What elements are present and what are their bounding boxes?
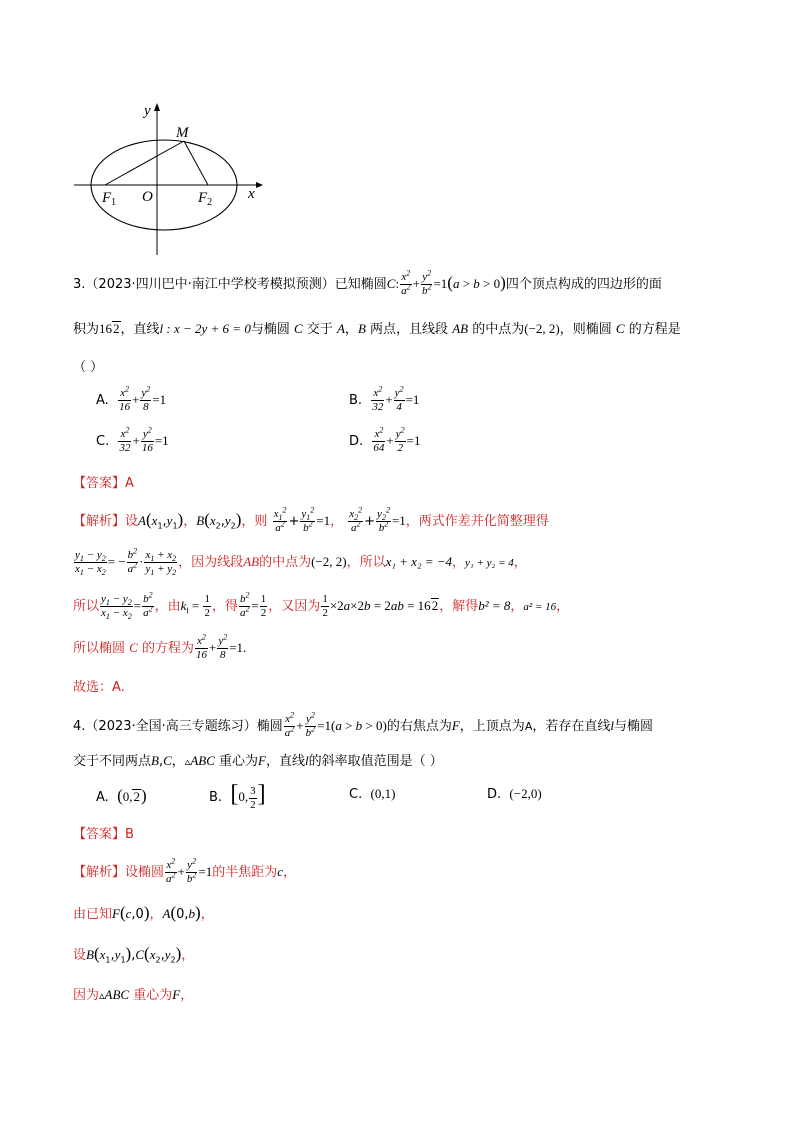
q4-analysis-line4: 因为▵ABC 重心为F，	[73, 987, 194, 1003]
label-f2: $F_2$	[198, 190, 213, 208]
label-x: x	[248, 186, 255, 202]
q4-option-d: D. (−2,0)	[487, 786, 542, 802]
q4-option-c: C. (0,1)	[349, 786, 396, 802]
q4-option-b: B. [0, $\frac{3}{2}$ ]	[209, 781, 266, 811]
q3-option-a: A. $\frac{x^2}{16}$ + $\frac{y^2}{8}$ =1	[96, 384, 167, 413]
q3-analysis-line4: 所以椭圆 C 的方程为 $\frac{x^2}{16}$ + $\frac{y^2}{8}$ =1.	[73, 632, 247, 661]
q3-line1: 3.（2023·四川巴中·南江中学校考模拟预测）已知椭圆C: $\frac{x^2}{a^2}$ + $\frac{y^2}{b^2}$ =1(a > b > 0)四个顶点构成的四边形的面	[73, 268, 662, 297]
q4-answer: 【答案】B	[73, 827, 134, 842]
q3-analysis-line1: 【解析】设$A(x_1,y_1)$，$B(x_2,y_2)$，则 $\frac{x_1^2}{a^2}$ + $\frac{y_1^2}{b^2}$ =1， $\frac{x_2^2}{a^2}$ + $\frac{y_2^2}{b^2}$ =1，两式作差并化简整理得	[73, 505, 549, 534]
label-m: M	[176, 125, 189, 141]
q4-line1: 4.（2023·全国·高三专题练习）椭圆 $\frac{x^2}{a^2}$ + $\frac{y^2}{b^2}$ =1(a > b > 0)的右焦点为F，上顶点为A，若存在直线l与椭圆	[73, 710, 653, 739]
q3-analysis-line2: $\frac{y_1 - y_2}{x_1 - x_2}$ = − $\frac{b^2}{a^2}$ · $\frac{x_1 + x_2}{y_1 + y_2}$ ，因为线段AB的中点为(−2, 2)，所以x₁ + x₂ = −4，y₁ + y₂ = 4，	[75, 546, 527, 578]
q3-select: 故选：A.	[73, 680, 125, 695]
y-axis-arrow	[154, 103, 160, 111]
q3-option-c: C. $\frac{x^2}{32}$ + $\frac{y^2}{16}$ =1	[96, 425, 169, 454]
ellipse-figure	[60, 95, 270, 260]
label-f1: $F_1$	[102, 190, 117, 208]
q3-option-d: D. $\frac{x^2}{64}$ + $\frac{y^2}{2}$ =1	[349, 425, 421, 454]
x-axis-arrow	[256, 182, 263, 188]
q4-line2: 交于不同两点B,C，▵ABC 重心为F，直线l的斜率取值范围是（ ）	[73, 753, 443, 769]
label-o: O	[142, 189, 153, 205]
segment-f1-m	[105, 141, 184, 185]
q3-line2: 积为162，直线l : x − 2y + 6 = 0与椭圆 C 交于 A，B 两点，且线段 AB 的中点为(−2, 2)，则椭圆 C 的方程是	[73, 321, 681, 337]
q3-analysis-line3: 所以 $\frac{y_1 - y_2}{x_1 - x_2}$ = $\frac{b^2}{a^2}$ ，由$k_l$ = $\frac{1}{2}$ ，得 $\frac{b^2}{a^2}$ = $\frac{1}{2}$ ，又因为 $\frac{1}{2}$ ×2a×2b = 2ab = 162，解得b² = 8，a² = 16，	[73, 590, 570, 622]
q3-option-b: B. $\frac{x^2}{32}$ + $\frac{y^2}{4}$ =1	[349, 384, 420, 413]
q3-source: （2023·四川巴中·南江中学校考模拟预测）	[85, 277, 335, 292]
q4-analysis-line1: 【解析】设椭圆 $\frac{x^2}{a^2}$ + $\frac{y^2}{b^2}$ =1的半焦距为c，	[73, 856, 297, 885]
q3-blank: （ ）	[73, 360, 104, 375]
q4-analysis-line3: 设$B(x_1,y_1),C(x_2,y_2)$，	[73, 944, 195, 965]
q4-option-a: A. (0,2)	[96, 786, 147, 805]
label-y: y	[144, 103, 151, 119]
q4-analysis-line2: 由已知F(c,0)，A(0,b)，	[73, 903, 214, 922]
q4-source: （2023·全国·高三专题练习）	[85, 719, 257, 734]
q3-answer: 【答案】A	[73, 476, 134, 491]
